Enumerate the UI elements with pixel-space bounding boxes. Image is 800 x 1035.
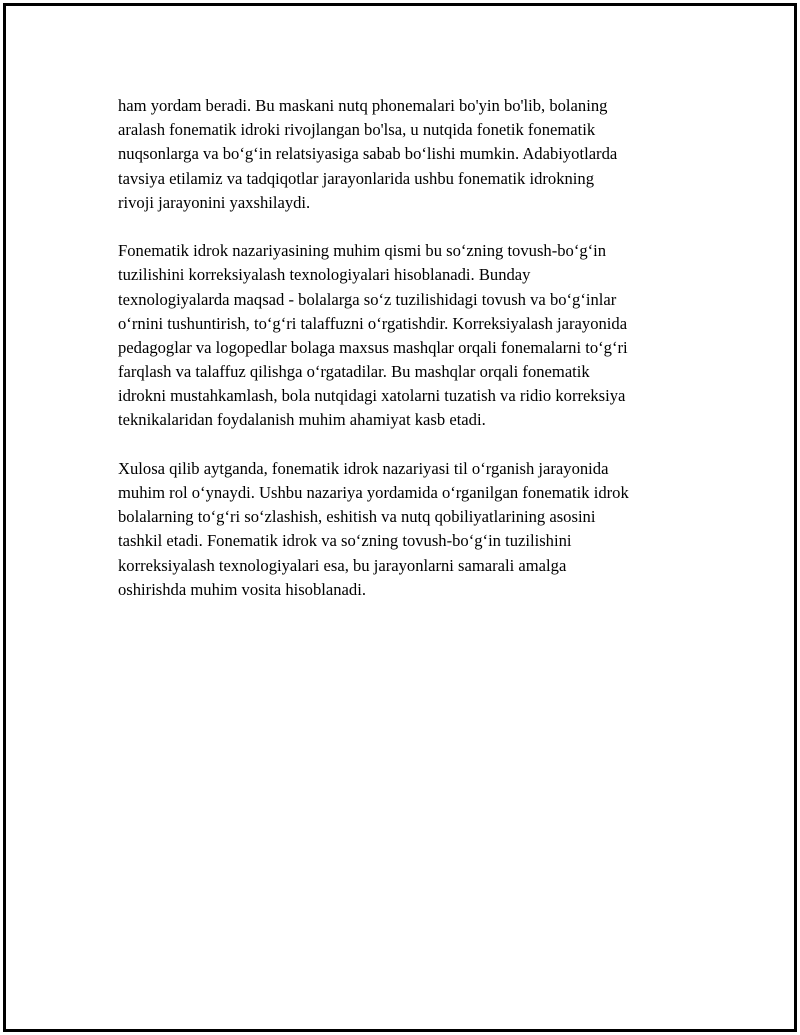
body-text bbox=[118, 94, 698, 626]
text-line: rivoji jarayonini yaxshilaydi. bbox=[118, 192, 311, 212]
text-line: pedagoglar va logopedlar bolaga maxsus mashqlar orqali fonemalarni to‘g‘ri bbox=[118, 337, 628, 357]
text-line: bolalarning to‘g‘ri so‘zlashish, eshitish va nutq qobiliyatlarining asosini bbox=[118, 507, 596, 527]
text-line: korreksiyalash texnologiyalari esa, bu jarayonlarni samarali amalga bbox=[118, 555, 567, 575]
text-line: farqlash va talaffuz qilishga o‘rgatadilar. Bu mashqlar orqali fonematik bbox=[118, 362, 590, 382]
text-line: ham yordam beradi. Bu maskani nutq phonemalari bo'yin bo'lib, bolaning bbox=[118, 96, 608, 115]
text-line: o‘rnini tushuntirish, to‘g‘ri talaffuzni o‘rgatishdir. Korreksiyalash jarayonida bbox=[118, 313, 628, 333]
text-line: teknikalaridan foydalanish muhim ahamiyat kasb etadi. bbox=[118, 410, 486, 430]
paragraph-1 bbox=[118, 94, 698, 215]
text-line: nuqsonlarga va bo‘g‘in relatsiyasiga sabab bo‘lishi mumkin. Adabiyotlarda bbox=[118, 144, 618, 164]
text-line: aralash fonematik idroki rivojlangan bo'lsa, u nutqida fonetik fonematik bbox=[118, 120, 596, 140]
text-line: texnologiyalarda maqsad - bolalarga so‘z tuzilishidagi tovush va bo‘g‘inlar bbox=[118, 289, 617, 309]
paragraph-3 bbox=[118, 457, 698, 602]
text-line: muhim rol o‘ynaydi. Ushbu nazariya yordamida o‘rganilgan fonematik idrok bbox=[118, 483, 629, 502]
text-line: tashkil etadi. Fonematik idrok va so‘zning tovush-bo‘g‘in tuzilishini bbox=[118, 531, 572, 551]
text-line: idrokni mustahkamlash, bola nutqidagi xatolarni tuzatish va ridio korreksiya bbox=[118, 386, 626, 406]
text-line: tuzilishini korreksiyalash texnologiyalari hisoblanadi. Bunday bbox=[118, 265, 531, 285]
text-line: Fonematik idrok nazariyasining muhim qismi bu so‘zning tovush-bo‘g‘in bbox=[118, 241, 607, 261]
text-line: Xulosa qilib aytganda, fonematik idrok nazariyasi til o‘rganish jarayonida bbox=[118, 458, 609, 478]
text-line: oshirishda muhim vosita hisoblanadi. bbox=[118, 579, 366, 599]
text-line: tavsiya etilamiz va tadqiqotlar jarayonlarida ushbu fonematik idrokning bbox=[118, 168, 595, 188]
paragraph-2 bbox=[118, 239, 698, 433]
